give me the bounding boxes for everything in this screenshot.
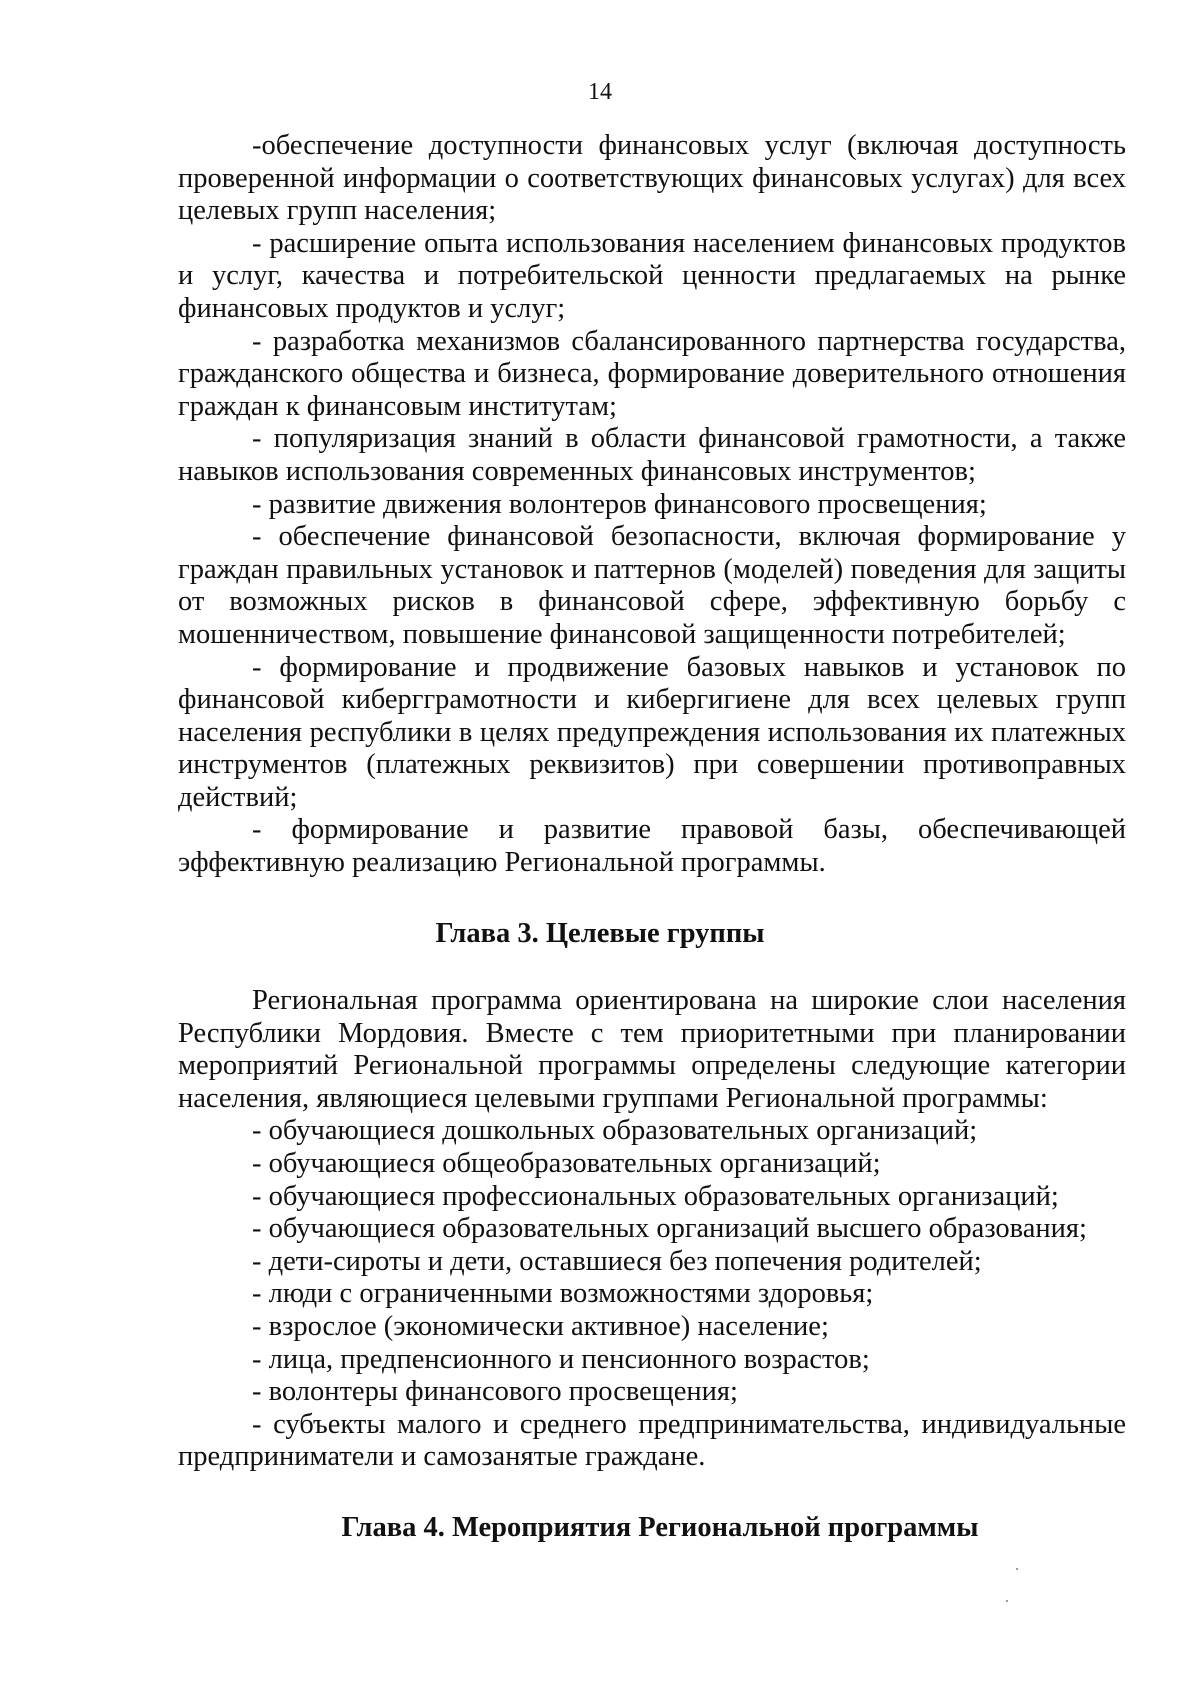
list-item: - разработка механизмов сбалансированного партнерства государства, гражданского общества и бизнеса, формирование доверительного отношения граждан к финансовым институтам; (178, 325, 1126, 422)
scan-speck (1006, 1600, 1008, 1602)
list-item: - популяризация знаний в области финансовой грамотности, а также навыков использования современных финансовых инструментов; (178, 423, 1126, 487)
list-item: - лица, предпенсионного и пенсионного возрастов; (252, 1343, 870, 1375)
chapter-4-heading: Глава 4. Мероприятия Региональной программы (341, 1512, 979, 1543)
list-item: - расширение опыта использования населением финансовых продуктов и услуг, качества и потребительской ценности предлагаемых на рынке финансовых продуктов и услуг; (178, 227, 1126, 324)
list-item: - обеспечение финансовой безопасности, включая формирование у граждан правильных установок и паттернов (моделей) поведения для защиты от возможных рисков в финансовой сфере, эффективную борьбу с мошенничеством, повышение финансовой защищенности потребителей; (178, 521, 1126, 650)
list-item: - взрослое (экономически активное) население; (252, 1310, 829, 1342)
chapter-3-heading: Глава 3. Целевые группы (435, 918, 765, 949)
list-item: - субъекты малого и среднего предпринимательства, индивидуальные предприниматели и самозанятые граждане. (178, 1408, 1126, 1473)
list-item: - развитие движения волонтеров финансового просвещения; (252, 488, 987, 520)
list-item: - люди с ограниченными возможностями здоровья; (252, 1278, 874, 1310)
list-item: -обеспечение доступности финансовых услуг (включая доступность проверенной информации о соответствующих финансовых услугах) для всех целевых групп населения; (178, 130, 1126, 227)
list-item: - формирование и развитие правовой базы, обеспечивающей эффективную реализацию Региональной программы. (178, 814, 1126, 879)
chapter-3-intro: Региональная программа ориентирована на широкие слои населения Республики Мордовия. Вместе с тем приоритетными при планировании мероприятий Региональной программы определены следующие категории населения, являющиеся целевыми группами Региональной программы: (178, 985, 1126, 1114)
list-item: - обучающиеся образовательных организаций высшего образования; (252, 1213, 1087, 1245)
goals-list (178, 130, 1126, 880)
list-item: - формирование и продвижение базовых навыков и установок по финансовой кибергграмотности и кибергигиене для всех целевых групп населения республики в целях предупреждения использования их платежных инструментов (платежных реквизитов) при совершении противоправных действий; (178, 651, 1126, 813)
list-item: - обучающиеся дошкольных образовательных организаций; (252, 1115, 978, 1147)
list-item: - обучающиеся общеобразовательных организаций; (252, 1147, 881, 1179)
scan-speck (1016, 1568, 1018, 1570)
page-number: 14 (588, 79, 612, 105)
list-item: - обучающиеся профессиональных образовательных организаций; (252, 1180, 1059, 1212)
list-item: - волонтеры финансового просвещения; (252, 1376, 738, 1408)
list-item: - дети-сироты и дети, оставшиеся без попечения родителей; (252, 1245, 982, 1277)
target-groups-section (178, 985, 1126, 1474)
